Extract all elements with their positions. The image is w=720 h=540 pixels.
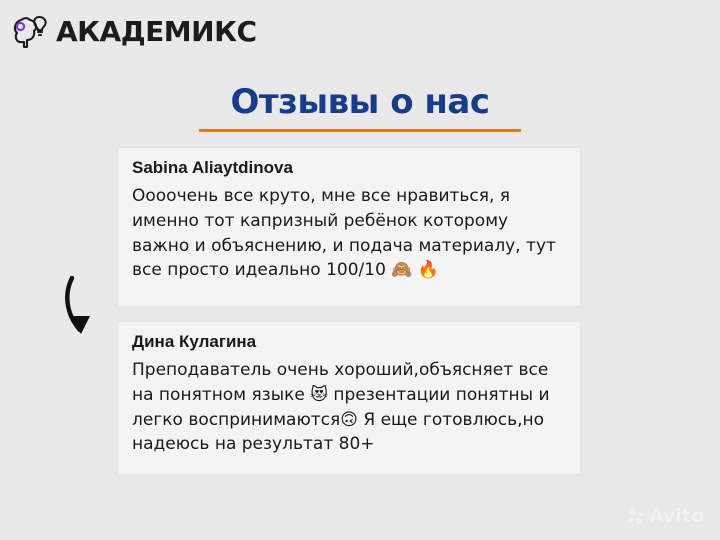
avito-watermark-text: Avito	[648, 504, 704, 527]
review-author: Дина Кулагина	[132, 332, 257, 351]
page-title-block	[0, 84, 720, 132]
review-card	[118, 322, 580, 474]
review-text: Преподаватель очень хороший,объясняет все на понятном языке 😻 презентации понятны и легко воспринимаются🙃 Я еще готовлюсь,но надеюсь на результат 80+	[132, 360, 550, 455]
brand-logo	[8, 8, 257, 56]
review-card	[118, 148, 580, 306]
review-author: Sabina Aliaytdinova	[132, 158, 293, 177]
title-underline	[199, 129, 521, 132]
curved-arrow-down-icon	[62, 272, 114, 352]
review-text: Оооочень все круто, мне все нравиться, я именно тот капризный ребёнок которому важно и объяснению, и подача материалу, тут все просто идеально 100/10 🙈 🔥	[132, 186, 556, 281]
brand-name: АКАДЕМИКС	[56, 15, 257, 48]
page-title: Отзывы о нас	[230, 82, 490, 122]
avito-dots-icon	[626, 506, 646, 526]
avito-watermark	[626, 506, 704, 526]
person-head-lightbulb-icon	[8, 9, 54, 55]
